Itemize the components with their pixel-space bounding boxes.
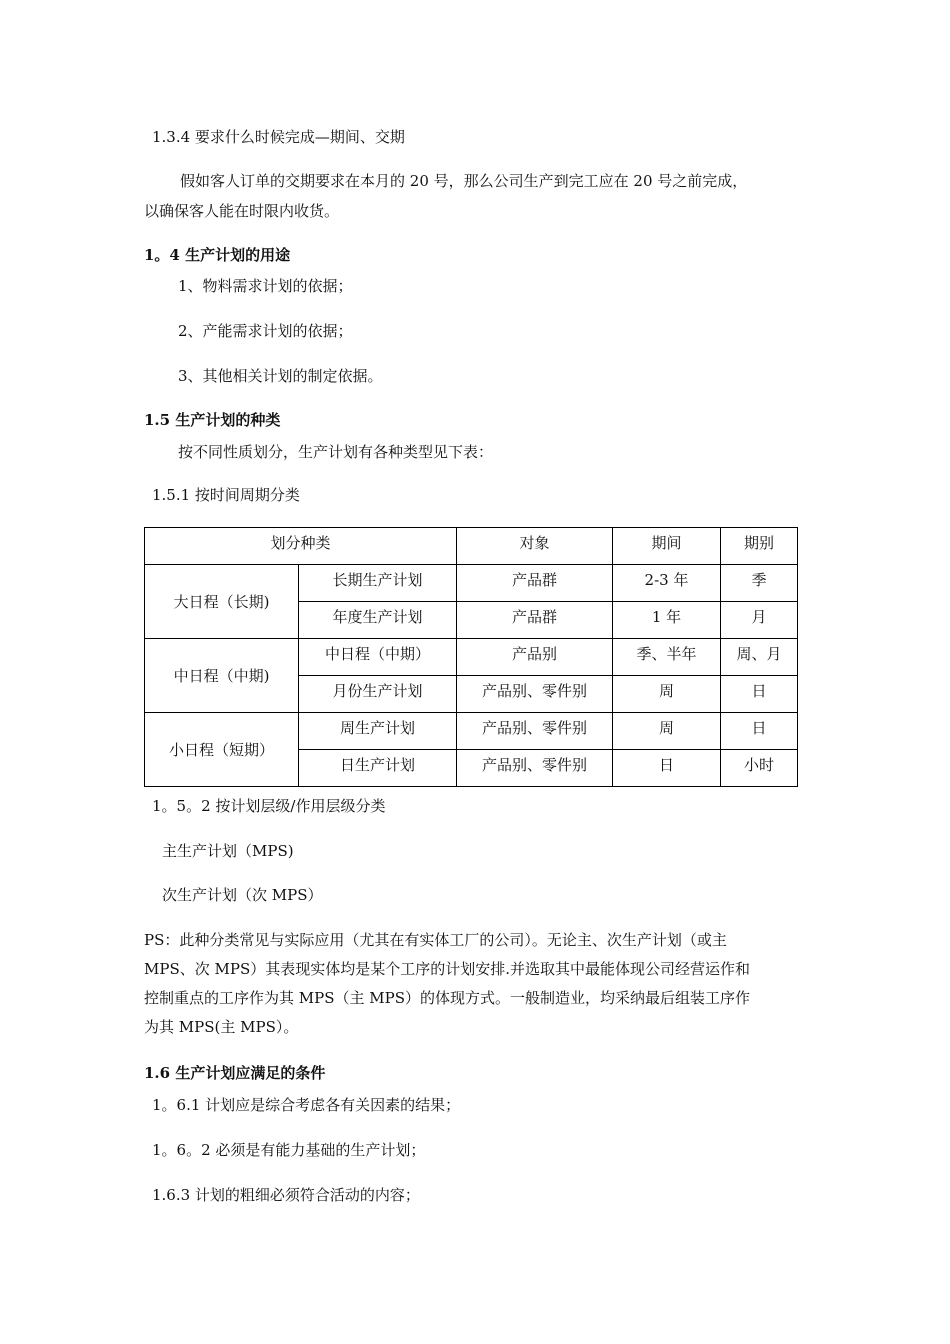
table-cell: 1 年 <box>613 602 721 639</box>
table-cell: 产品别 <box>457 639 613 676</box>
section-1-6-heading: 1.6 生产计划应满足的条件 <box>144 1064 326 1082</box>
table-header-cell: 对象 <box>457 528 613 565</box>
table-cell: 月份生产计划 <box>299 676 457 713</box>
table-row <box>145 565 798 602</box>
table-cell: 日 <box>613 750 721 787</box>
paragraph-line: 以确保客人能在时限内收货。 <box>144 202 340 220</box>
table-cell: 季 <box>721 565 798 602</box>
table-header-cell: 期别 <box>721 528 798 565</box>
table-cell: 2-3 年 <box>613 565 721 602</box>
list-item: 1、物料需求计划的依据； <box>178 277 353 295</box>
table-cell: 中日程（中期） <box>299 639 457 676</box>
table-cell: 产品别、零件别 <box>457 676 613 713</box>
paragraph-line: MPS、次 MPS）其表现实体均是某个工序的计划安排.并选取其中最能体现公司经营运作和 <box>144 960 750 978</box>
table-row <box>145 639 798 676</box>
paragraph-line: 控制重点的工序作为其 MPS（主 MPS）的体现方式。一般制造业，均采纳最后组装工序作 <box>144 989 750 1007</box>
mps-sub-line: 次生产计划（次 MPS） <box>162 886 323 904</box>
list-item: 1。6.1 计划应是综合考虑各有关因素的结果； <box>152 1096 461 1114</box>
table-cell: 产品别、零件别 <box>457 750 613 787</box>
table-cell: 日 <box>721 676 798 713</box>
section-1-4-heading: 1。4 生产计划的用途 <box>144 246 291 264</box>
paragraph-line: 为其 MPS(主 MPS）。 <box>144 1018 299 1036</box>
table-row <box>145 713 798 750</box>
list-item: 1.6.3 计划的粗细必须符合活动的内容； <box>152 1186 420 1204</box>
group-cell: 中日程（中期) <box>145 639 299 713</box>
mps-main-line: 主生产计划（MPS) <box>162 842 294 860</box>
group-cell: 大日程（长期) <box>145 565 299 639</box>
table-cell: 长期生产计划 <box>299 565 457 602</box>
paragraph-line: 按不同性质划分，生产计划有各种类型见下表： <box>178 443 494 461</box>
plan-types-table <box>144 527 798 787</box>
ps-paragraph <box>144 926 808 1042</box>
subsection-1-5-2-heading: 1。5。2 按计划层级/作用层级分类 <box>152 797 386 815</box>
subsection-1-5-1-heading: 1.5.1 按时间周期分类 <box>152 486 300 504</box>
table-cell: 日生产计划 <box>299 750 457 787</box>
table-cell: 周 <box>613 713 721 750</box>
section-1-3-4-heading: 1.3.4 要求什么时候完成—期间、交期 <box>152 128 405 146</box>
group-cell: 小日程（短期） <box>145 713 299 787</box>
table-header-row <box>145 528 798 565</box>
table-cell: 月 <box>721 602 798 639</box>
section-1-5-heading: 1.5 生产计划的种类 <box>144 411 281 429</box>
table-cell: 周生产计划 <box>299 713 457 750</box>
list-item: 2、产能需求计划的依据； <box>178 322 353 340</box>
table-cell: 小时 <box>721 750 798 787</box>
list-item: 1。6。2 必须是有能力基础的生产计划； <box>152 1141 426 1159</box>
table-cell: 周 <box>613 676 721 713</box>
table-cell: 年度生产计划 <box>299 602 457 639</box>
table-header-cell: 期间 <box>613 528 721 565</box>
table-cell: 周、月 <box>721 639 798 676</box>
table-cell: 季、半年 <box>613 639 721 676</box>
list-item: 3、其他相关计划的制定依据。 <box>178 367 383 385</box>
table-cell: 日 <box>721 713 798 750</box>
table-header-cell: 划分种类 <box>145 528 457 565</box>
table-cell: 产品群 <box>457 565 613 602</box>
table-cell: 产品别、零件别 <box>457 713 613 750</box>
paragraph-line: PS：此种分类常见与实际应用（尤其在有实体工厂的公司）。无论主、次生产计划（或主 <box>144 931 727 949</box>
table-cell: 产品群 <box>457 602 613 639</box>
paragraph-line: 假如客人订单的交期要求在本月的 20 号，那么公司生产到完工应在 20 号之前完成， <box>180 172 748 190</box>
